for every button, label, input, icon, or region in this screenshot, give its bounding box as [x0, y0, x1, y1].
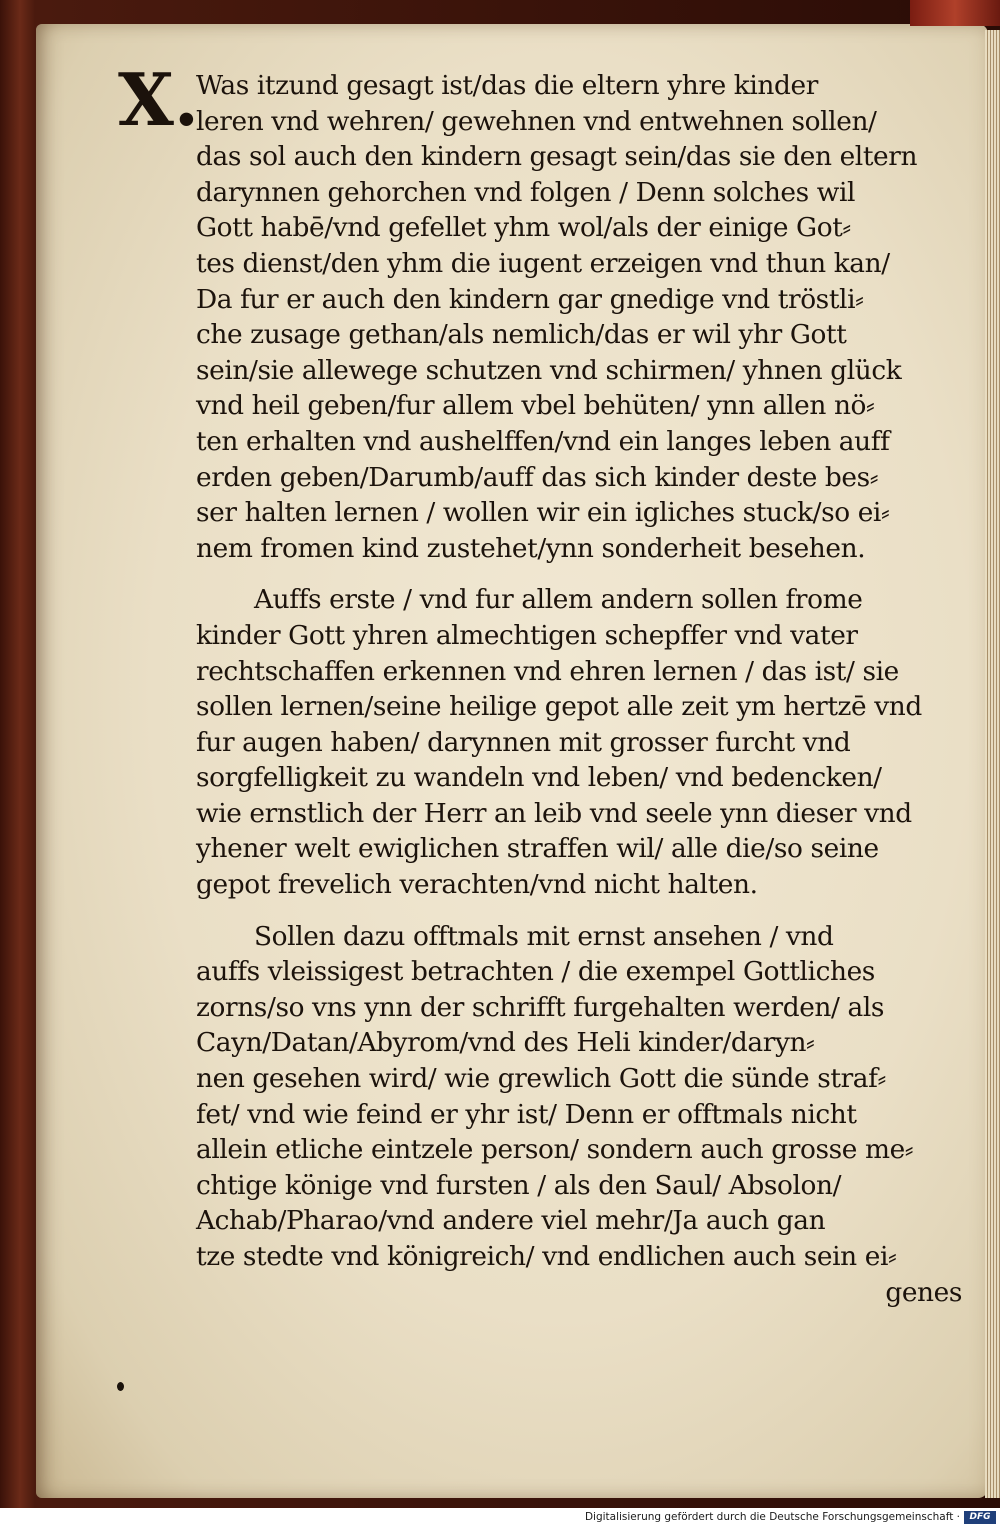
text-line: Auffs erste / vnd fur allem andern sollen frome — [254, 584, 863, 616]
text-line: leren vnd wehren/ gewehnen vnd entwehnen sollen/ — [196, 105, 877, 137]
text-line: fur augen haben/ darynnen mit grosser furcht vnd — [196, 726, 851, 758]
text-line: nen gesehen wird/ wie grewlich Gott die sünde straf⸗ — [196, 1063, 886, 1095]
text-line: Gott habē/vnd gefellet yhm wol/als der einige Got⸗ — [196, 212, 851, 244]
text-line: zorns/so vns ynn der schrifft furgehalten werden/ als — [196, 991, 885, 1023]
text-line: vnd heil geben/fur allem vbel behüten/ ynn allen nö⸗ — [196, 390, 875, 422]
text-line: auffs vleissigest betrachten / die exempel Gottliches — [196, 956, 875, 988]
paragraph — [196, 919, 962, 1275]
text-line: kinder Gott yhren almechtigen schepffer vnd vater — [196, 619, 858, 651]
text-line: yhener welt ewiglichen straffen wil/ alle die/so seine — [196, 833, 879, 865]
signature-mark: X. — [118, 57, 199, 142]
text-line: che zusage gethan/als nemlich/das er wil yhr Gott — [196, 319, 847, 351]
paragraph — [196, 582, 962, 902]
catchword: genes — [885, 1276, 962, 1308]
text-line: sorgfelligkeit zu wandeln vnd leben/ vnd bedencken/ — [196, 762, 882, 794]
dfg-logo: DFG — [964, 1511, 996, 1524]
text-line: ten erhalten vnd aushelffen/vnd ein langes leben auff — [196, 425, 890, 457]
text-line: gepot frevelich verachten/vnd nicht halten. — [196, 869, 758, 901]
text-line: Da fur er auch den kindern gar gnedige vnd tröstli⸗ — [196, 283, 864, 315]
text-line: erden geben/Darumb/auff das sich kinder deste bes⸗ — [196, 461, 879, 493]
text-line: Sollen dazu offtmals mit ernst ansehen / vnd — [254, 920, 834, 952]
page-text — [196, 68, 962, 1310]
text-line: Was itzund gesagt ist/das die eltern yhre kinder — [196, 70, 818, 101]
text-line: wie ernstlich der Herr an leib vnd seele ynn dieser vnd — [196, 797, 912, 829]
text-line: nem fromen kind zustehet/ynn sonderheit besehen. — [196, 532, 866, 564]
funding-note: Digitalisierung gefördert durch die Deutsche Forschungsgemeinschaft · — [584, 1511, 960, 1523]
digitization-footer — [0, 1508, 1000, 1528]
text-line: allein etliche eintzele person/ sondern auch grosse me⸗ — [196, 1134, 914, 1166]
text-line: das sol auch den kindern gesagt sein/das sie den eltern — [196, 141, 918, 173]
text-line: tze stedte vnd königreich/ vnd endlichen auch sein ei⸗ — [196, 1241, 897, 1272]
page-edges — [985, 30, 1000, 1498]
text-line: Achab/Pharao/vnd andere viel mehr/Ja auch gan — [196, 1205, 826, 1237]
ink-dot — [117, 1382, 124, 1391]
text-line: ser halten lernen / wollen wir ein igliches stuck/so ei⸗ — [196, 497, 890, 529]
text-line: chtige könige vnd fursten / als den Saul/ Absolon/ — [196, 1169, 842, 1201]
text-line: sein/sie allewege schutzen vnd schirmen/ yhnen glück — [196, 354, 902, 386]
text-line: sollen lernen/seine heilige gepot alle zeit ym hertzē vnd — [196, 691, 922, 723]
binding-corner — [910, 0, 1000, 26]
text-line: darynnen gehorchen vnd folgen / Denn solches wil — [196, 176, 856, 208]
paragraph — [196, 68, 962, 566]
text-line: fet/ vnd wie feind er yhr ist/ Denn er offtmals nicht — [196, 1098, 857, 1130]
text-line: tes dienst/den yhm die iugent erzeigen vnd thun kan/ — [196, 247, 890, 279]
text-line: Cayn/Datan/Abyrom/vnd des Heli kinder/daryn⸗ — [196, 1027, 815, 1059]
text-line: rechtschaffen erkennen vnd ehren lernen / das ist/ sie — [196, 655, 899, 687]
